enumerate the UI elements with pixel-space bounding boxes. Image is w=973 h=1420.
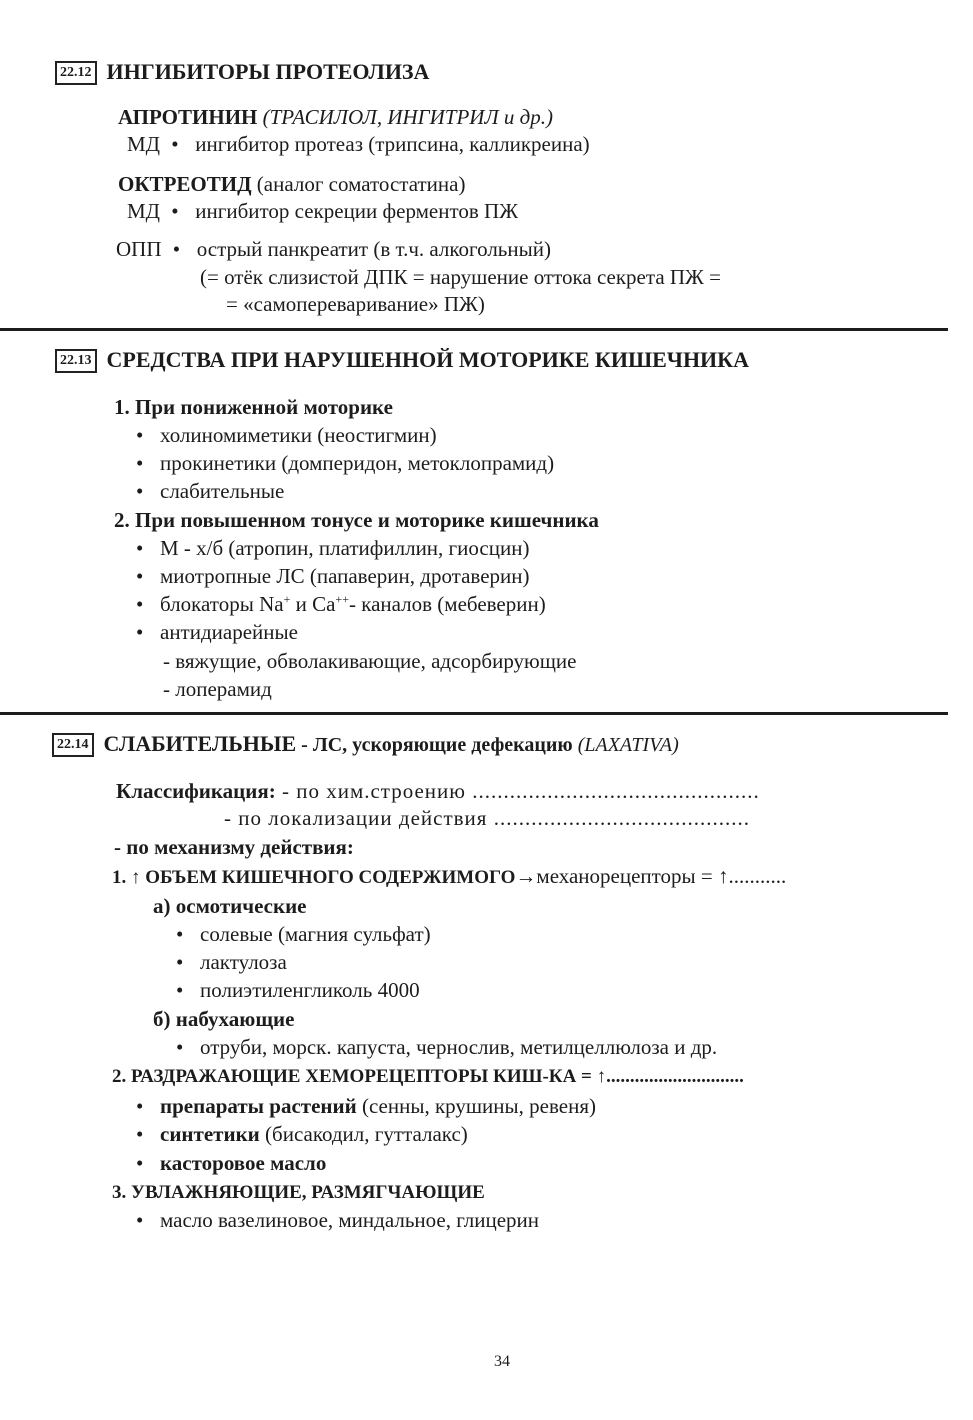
md-line-aprotinin (127, 131, 590, 157)
md-text: • ингибитор секреции ферментов ПЖ (171, 199, 518, 223)
list-item: • миотропные ЛС (папаверин, дротаверин) (136, 563, 530, 589)
list-item: • полиэтиленгликоль 4000 (176, 977, 420, 1003)
section-title: СЛАБИТЕЛЬНЫЕ (103, 731, 297, 756)
drug-note: (аналог соматостатина) (256, 172, 466, 196)
list-item: • антидиарейные (136, 619, 298, 645)
opp-line (116, 236, 551, 262)
group-title: 1. ↑ ОБЪЕМ КИШЕЧНОГО СОДЕРЖИМОГО (112, 867, 516, 888)
list-item: • масло вазелиновое, миндальное, глицерин (136, 1207, 539, 1233)
item-bold: касторовое масло (160, 1151, 327, 1175)
section-number-box: 22.14 (52, 733, 94, 757)
list-item: • М - х/б (атропин, платифиллин, гиосцин) (136, 535, 529, 561)
group-1-heading (112, 863, 786, 891)
mechanism-heading: - по механизму действия: (114, 835, 354, 859)
text: блокаторы Na (160, 592, 284, 616)
opp-line-2: (= отёк слизистой ДПК = нарушение оттока секрета ПЖ = (200, 265, 721, 289)
drug-octreotide (118, 171, 465, 197)
latin-name: (LAXATIVA) (577, 734, 679, 756)
list-subitem: - вяжущие, обволакивающие, адсорбирующие (163, 649, 577, 673)
group-2-heading: 2. РАЗДРАЖАЮЩИЕ ХЕМОРЕЦЕПТОРЫ КИШ-КА = ↑............................. (112, 1066, 744, 1087)
md-label: МД (127, 199, 160, 223)
md-line-octreotide (127, 198, 518, 224)
item-bold: синтетики (160, 1122, 260, 1146)
superscript: + (283, 592, 291, 606)
md-label: МД (127, 132, 160, 156)
item-bold: препараты растений (160, 1094, 357, 1118)
section-subtitle: - ЛС, ускоряющие дефекацию (296, 734, 578, 756)
classification-item: - по хим.строению .............................................. (275, 779, 760, 803)
list-item: • отруби, морск. капуста, чернослив, метилцеллюлоза и др. (176, 1034, 717, 1060)
opp-line-3: = «самопереваривание» ПЖ) (226, 292, 485, 316)
group-3-heading: 3. УВЛАЖНЯЮЩИЕ, РАЗМЯГЧАЮЩИЕ (112, 1182, 485, 1203)
list-item (136, 591, 546, 617)
drug-name: ОКТРЕОТИД (118, 172, 252, 196)
section-22-12-heading (55, 58, 429, 86)
list-item: • слабительные (136, 478, 284, 504)
divider (0, 328, 948, 331)
subgroup-swelling: б) набухающие (153, 1007, 295, 1031)
md-text: • ингибитор протеаз (трипсина, калликреина) (171, 132, 589, 156)
list-item: • прокинетики (домперидон, метоклопрамид) (136, 450, 554, 476)
superscript: ++ (335, 592, 349, 606)
drug-name: АПРОТИНИН (118, 105, 258, 129)
subheading-low-motility: 1. При пониженной моторике (114, 395, 393, 419)
text: - каналов (мебеверин) (348, 592, 546, 616)
drug-synonyms: (ТРАСИЛОЛ, ИНГИТРИЛ и др.) (262, 105, 554, 129)
list-item: • холиномиметики (неостигмин) (136, 422, 437, 448)
divider (0, 712, 948, 715)
classification-label: Классификация: (116, 779, 276, 803)
section-title: СРЕДСТВА ПРИ НАРУШЕННОЙ МОТОРИКЕ КИШЕЧНИКА (106, 347, 750, 372)
text: и Ca (290, 592, 336, 616)
page-number: 34 (494, 1353, 510, 1370)
item-text: (бисакодил, гутталакс) (259, 1122, 468, 1146)
opp-label: ОПП (116, 237, 162, 261)
subgroup-osmotic: а) осмотические (153, 894, 307, 918)
section-title: ИНГИБИТОРЫ ПРОТЕОЛИЗА (106, 59, 430, 84)
classification-item: - по локализации действия ......................................... (224, 806, 750, 830)
list-item: • лактулоза (176, 949, 287, 975)
list-item: • солевые (магния сульфат) (176, 921, 431, 947)
classification-line (116, 778, 760, 804)
list-item (136, 1121, 468, 1147)
item-text: (сенны, крушины, ревеня) (356, 1094, 596, 1118)
section-number-box: 22.12 (55, 61, 97, 85)
group-effect: →механорецепторы = ↑........... (515, 864, 787, 888)
drug-aprotinin (118, 104, 553, 130)
section-22-14-heading (52, 730, 679, 759)
list-item (136, 1093, 596, 1119)
section-number-box: 22.13 (55, 349, 97, 373)
subheading-high-motility: 2. При повышенном тонусе и моторике кишечника (114, 508, 599, 532)
opp-text: • острый панкреатит (в т.ч. алкогольный) (173, 237, 551, 261)
list-subitem: - лоперамид (163, 677, 272, 701)
list-item (136, 1150, 326, 1176)
section-22-13-heading (55, 346, 749, 374)
